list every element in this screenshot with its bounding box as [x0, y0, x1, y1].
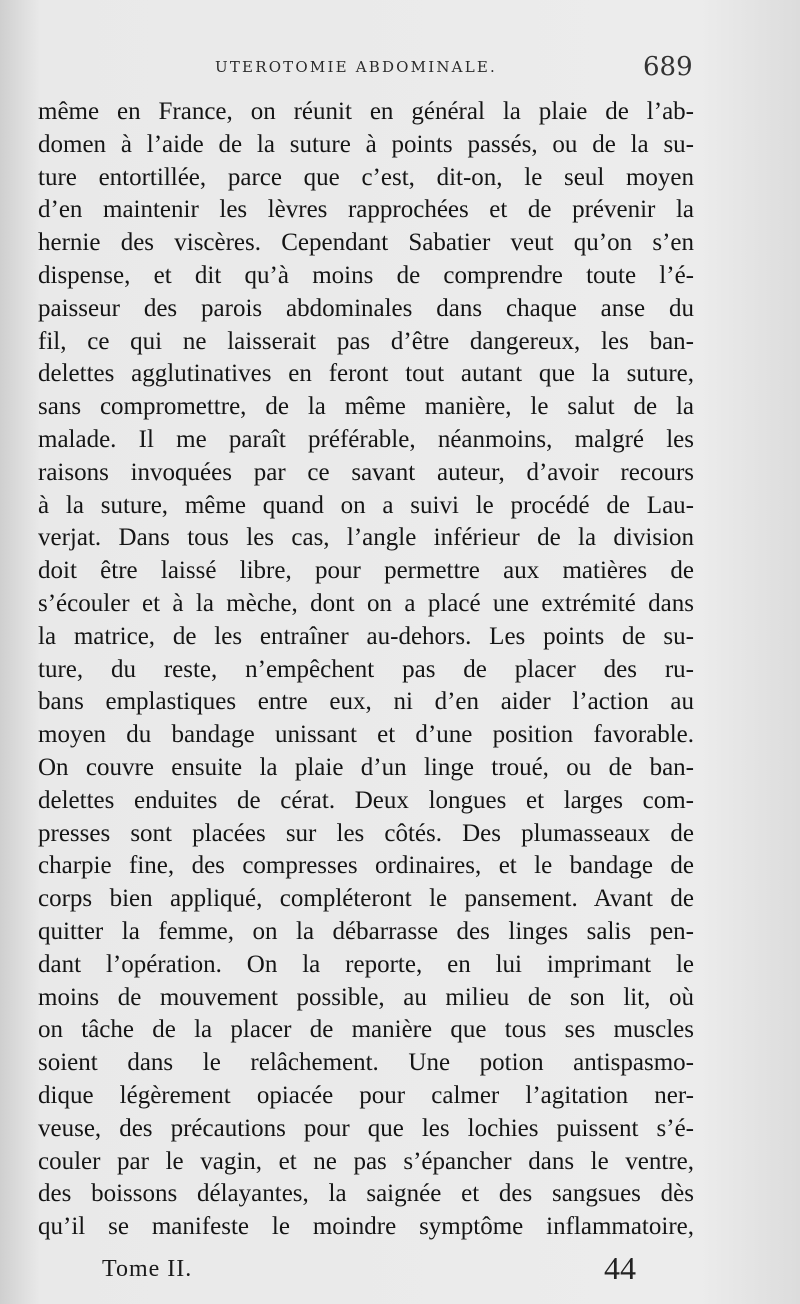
page-footer — [0, 1250, 800, 1294]
text-line: même en France, on réunit en général la plaie de l’ab- — [38, 98, 694, 125]
text-line: bans emplastiques entre eux, ni d’en aider l’action au — [38, 688, 694, 716]
page-number: 689 — [643, 52, 693, 82]
text-line: domen à l’aide de la suture à points passés, ou de la su- — [38, 130, 694, 158]
text-line: veuse, des précautions pour que les lochies puissent s’é- — [38, 1114, 694, 1142]
text-line: raisons invoquées par ce savant auteur, d’avoir recours — [38, 458, 694, 486]
text-line: la matrice, de les entraîner au-dehors. Les points de su- — [38, 622, 694, 650]
text-line: moyen du bandage unissant et d’une position favorable. — [38, 721, 694, 749]
running-title: UTEROTOMIE ABDOMINALE. — [215, 58, 497, 76]
text-line: hernie des viscères. Cependant Sabatier veut qu’on s’en — [38, 229, 694, 257]
text-line: ture, du reste, n’empêchent pas de placer des ru- — [38, 655, 694, 683]
text-line: soient dans le relâchement. Une potion antispasmo- — [38, 1049, 694, 1077]
text-line: dique légèrement opiacée pour calmer l’agitation ner- — [38, 1081, 694, 1109]
text-line: d’en maintenir les lèvres rapprochées et de prévenir la — [38, 196, 694, 224]
text-line: paisseur des parois abdominales dans chaque anse du — [38, 294, 694, 322]
volume-signature: Tome II. — [102, 1256, 193, 1282]
text-line: dant l’opération. On la reporte, en lui imprimant le — [38, 950, 694, 978]
text-line: s’écouler et à la mèche, dont on a placé une extrémité dans — [38, 589, 694, 617]
text-line: fil, ce qui ne laisserait pas d’être dangereux, les ban- — [38, 327, 694, 355]
text-line: verjat. Dans tous les cas, l’angle inférieur de la division — [38, 524, 694, 552]
text-line: quitter la femme, on la débarrasse des linges salis pen- — [38, 917, 694, 945]
text-line: couler par le vagin, et ne pas s’épancher dans le ventre, — [38, 1147, 694, 1175]
page-header — [0, 54, 800, 90]
text-line: doit être laissé libre, pour permettre aux matières de — [38, 557, 694, 585]
text-line: dispense, et dit qu’à moins de comprendre toute l’é- — [38, 261, 694, 289]
text-line: moins de mouvement possible, au milieu de son lit, où — [38, 983, 694, 1011]
text-line: ture entortillée, parce que c’est, dit-on, le seul moyen — [38, 163, 694, 191]
text-line: on tâche de la placer de manière que tous ses muscles — [38, 1016, 694, 1044]
text-line: charpie fine, des compresses ordinaires, et le bandage de — [38, 852, 694, 880]
text-line: à la suture, même quand on a suivi le procédé de Lau- — [38, 491, 694, 519]
text-line: presses sont placées sur les côtés. Des plumasseaux de — [38, 819, 694, 847]
text-line: malade. Il me paraît préférable, néanmoins, malgré les — [38, 425, 694, 453]
text-line: des boissons délayantes, la saignée et des sangsues dès — [38, 1180, 694, 1208]
text-line: delettes enduites de cérat. Deux longues et larges com- — [38, 786, 694, 814]
text-line: corps bien appliqué, compléteront le pansement. Avant de — [38, 885, 694, 913]
body-text — [38, 96, 694, 1244]
text-line: delettes agglutinatives en feront tout autant que la suture, — [38, 360, 694, 388]
text-line: qu’il se manifeste le moindre symptôme inflammatoire, — [38, 1213, 694, 1241]
sheet-number: 44 — [604, 1250, 636, 1286]
text-line: On couvre ensuite la plaie d’un linge troué, ou de ban- — [38, 753, 694, 781]
text-line: sans compromettre, de la même manière, le salut de la — [38, 393, 694, 421]
